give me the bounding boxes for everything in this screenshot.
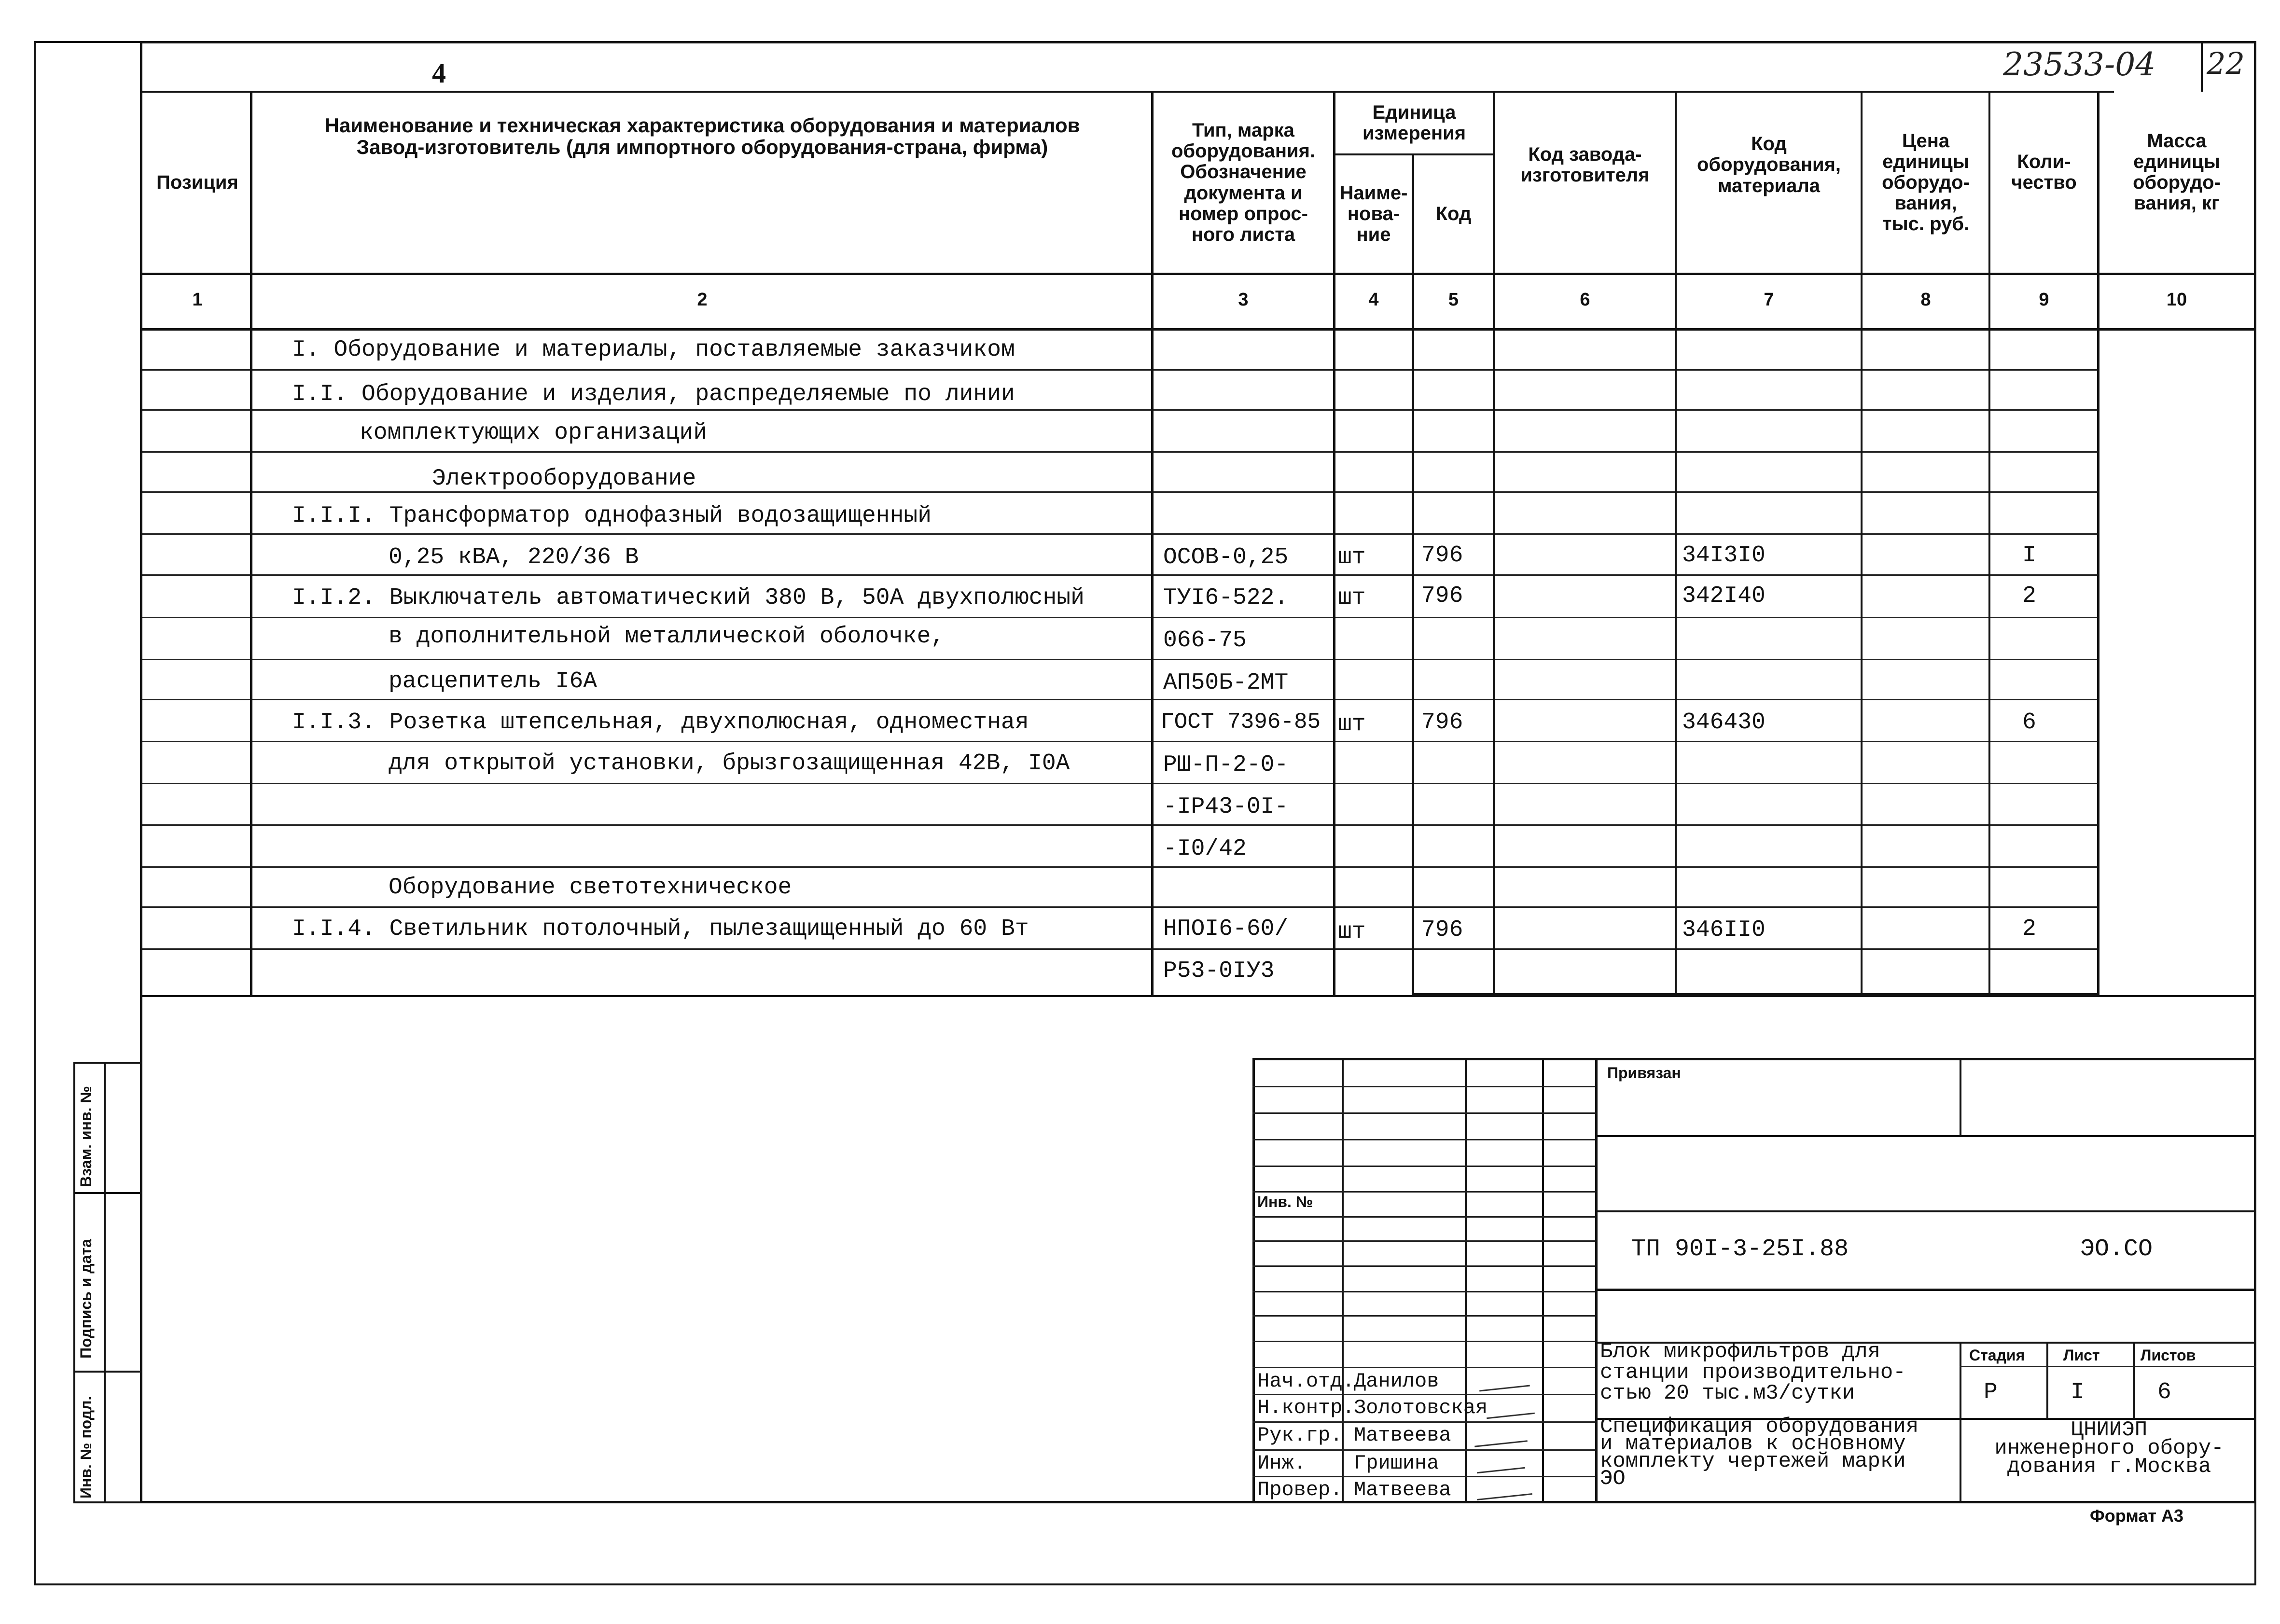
header-unit-mass: Масса единицы оборудо- вания, кг [2133,130,2221,214]
item-unit-code: 796 [1421,583,1463,609]
header-material-code: Код оборудования, материала [1696,133,1841,196]
signer-name: Матвеева [1354,1424,1451,1447]
item-quantity: 6 [2022,709,2036,736]
column-number: 9 [2039,290,2049,310]
group-title: Оборудование светотехническое [389,874,792,901]
doc-number-handwritten: 23533-04 [2003,46,2156,83]
header-unit-code: Код [1435,203,1472,224]
signer-role: Нач.отд. [1257,1370,1355,1393]
signer-name: Золотовская [1354,1396,1488,1419]
item-unit-code: 796 [1421,917,1463,943]
item-name-cont: расцепитель I6А [389,668,598,694]
signer-role: Провер. [1257,1478,1343,1501]
item-material-code: 34I3I0 [1682,542,1766,569]
header-unit-name: Наиме- нова- ние [1339,182,1408,246]
header-unit-group: Единица измерения [1362,101,1466,144]
sheet-value: I [2071,1379,2085,1405]
header-position: Позиция [156,171,238,193]
item-type: ГОСТ 7396-85 [1161,709,1321,735]
signer-name: Матвеева [1354,1478,1451,1501]
group-title: Электрооборудование [432,466,696,492]
section-title: I. Оборудование и материалы, поставляемые заказчиком [292,337,1015,363]
item-type: РШ-П-2-0- [1163,752,1289,778]
stage-value: Р [1984,1379,1998,1405]
organization: ЦНИИЭП инженерного обору- дования г.Москва [1994,1418,2224,1479]
item-material-code: 346II0 [1682,917,1766,943]
column-number: 5 [1448,290,1459,310]
project-designation: ТП 90I-3-25I.88 [1631,1235,1849,1263]
subsection-title: I.I. Оборудование и изделия, распределяемые по линии [292,381,1015,407]
side-stamp-inv-podl: Инв. № подл. [77,1396,95,1499]
item-quantity: 2 [2022,583,2036,609]
item-type: АП50Б-2МТ [1163,670,1289,696]
column-number: 3 [1238,290,1249,310]
item-unit-code: 796 [1421,709,1463,736]
signer-role: Инж. [1257,1452,1306,1475]
header-unit-price: Цена единицы оборудо- вания, тыс. руб. [1882,130,1970,235]
sheet-number: 4 [432,57,446,89]
stage-label: Стадия [1969,1346,2025,1364]
signer-role: Рук.гр. [1257,1424,1343,1447]
column-number: 8 [1920,290,1931,310]
item-name: I.I.4. Светильник потолочный, пылезащищенный до 60 Вт [292,916,1029,942]
page-corner-number: 22 [2207,46,2245,81]
item-name: I.I.2. Выключатель автоматический 380 В, 50А двухполюсный [292,585,1084,611]
sheet-label: Лист [2063,1346,2100,1364]
item-type: 066-75 [1163,627,1247,653]
item-type: Р53-0IУ3 [1163,958,1275,984]
item-unit-code: 796 [1421,542,1463,569]
column-number: 4 [1368,290,1379,310]
sheets-label: Листов [2141,1346,2196,1364]
item-unit: шт [1338,711,1366,737]
item-name: I.I.I. Трансформатор однофазный водозащищенный [292,503,932,529]
header-type-mark: Тип, марка оборудования. Обозначение документа и номер опрос- ного листа [1171,119,1316,245]
item-type: ОСОВ-0,25 [1163,544,1289,570]
privyazan-label: Привязан [1607,1064,1681,1082]
column-number: 6 [1580,290,1590,310]
column-number: 10 [2166,290,2187,310]
item-material-code: 342I40 [1682,583,1766,609]
subsection-title-cont: комплектующих организаций [360,420,708,446]
header-quantity: Коли- чество [2011,151,2077,193]
item-quantity: 2 [2022,916,2036,942]
side-stamp-vzam: Взам. инв. № [77,1086,95,1187]
column-number: 2 [697,290,708,310]
item-unit: шт [1338,585,1366,611]
sheet-title: Спецификация оборудования и материалов к основному комплекту чертежей марки ЭО [1600,1415,1919,1491]
item-unit: шт [1338,544,1366,570]
item-type: НПОI6-60/ [1163,916,1289,942]
item-type: ТУI6-522. [1163,585,1289,611]
item-type: -IP43-0I- [1163,794,1289,820]
object-name: Блок микрофильтров для станции производительно- стью 20 тыс.м3/сутки [1600,1340,1906,1406]
signer-name: Гришина [1354,1452,1439,1475]
item-type: -I0/42 [1163,836,1247,862]
item-quantity: I [2022,542,2036,569]
corner-number-separator [2201,41,2203,92]
header-name-characteristics: Наименование и техническая характеристика оборудования и материалов Завод-изготовитель (для импортного оборудования-страна, фирма) [324,113,1080,158]
header-factory-code: Код завода- изготовителя [1520,143,1650,186]
signer-name: Данилов [1354,1370,1439,1393]
item-unit: шт [1338,919,1366,945]
item-name-cont: для открытой установки, брызгозащищенная 42В, I0А [389,750,1070,777]
signer-role: Н.контр. [1257,1396,1355,1419]
side-stamp-podpis: Подпись и дата [77,1239,95,1359]
column-number: 7 [1764,290,1774,310]
item-name-cont: в дополнительной металлической оболочке, [389,624,945,650]
inv-no-label: Инв. № [1257,1193,1313,1210]
format-label: Формат А3 [2090,1506,2184,1526]
item-name-cont: 0,25 кВА, 220/36 В [389,544,639,570]
drawing-mark: ЭО.СО [2080,1235,2153,1263]
item-material-code: 346430 [1682,709,1766,736]
sheets-value: 6 [2157,1379,2171,1405]
item-name: I.I.3. Розетка штепсельная, двухполюсная, одноместная [292,709,1029,736]
column-number: 1 [192,290,203,310]
